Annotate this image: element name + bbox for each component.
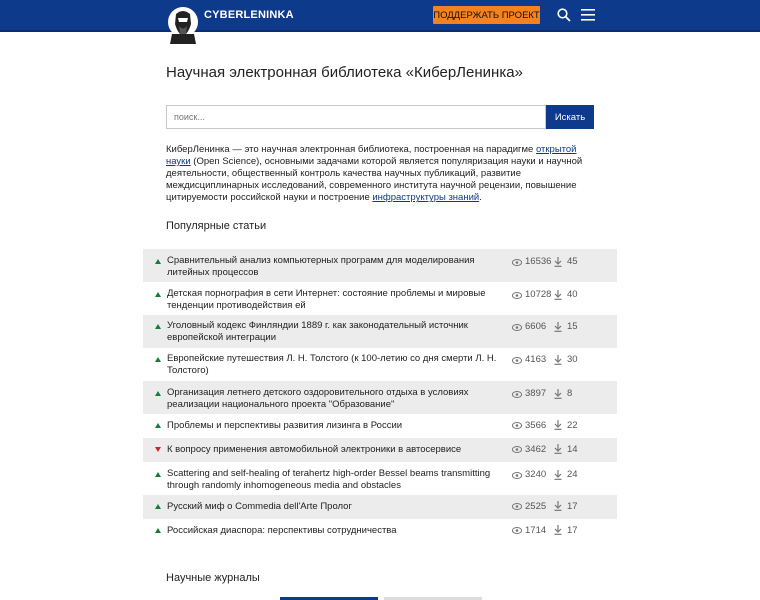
trend-up-icon [155, 292, 161, 297]
open-science-link[interactable]: открытой науки [166, 144, 577, 168]
download-icon [554, 322, 562, 332]
view-count: 1714 [525, 525, 547, 536]
article-title[interactable]: Сравнительный анализ компьютерных программ для моделирования литейных процессов [167, 255, 475, 278]
download-count: 15 [567, 321, 578, 332]
trend-up-icon [155, 504, 161, 509]
knowledge-infrastructure-link[interactable]: инфраструктуры знаний [372, 192, 480, 204]
trend-up-icon [155, 391, 161, 396]
trend-down-icon [155, 447, 161, 452]
trend-up-icon [155, 472, 161, 477]
hamburger-menu-icon[interactable] [581, 9, 595, 21]
article-title[interactable]: Европейские путешествия Л. Н. Толстого (к 100-летию со дня смерти Л. Н. Толстого) [167, 353, 497, 376]
top-navigation-bar [0, 0, 760, 32]
views-eye-icon [512, 446, 522, 453]
download-count: 8 [567, 388, 573, 399]
logo-text[interactable]: CYBERLENINKA [204, 9, 294, 21]
article-row[interactable] [143, 462, 617, 495]
article-row[interactable] [143, 348, 617, 381]
download-icon [554, 257, 562, 267]
search-input[interactable] [166, 105, 546, 129]
intro-text-1: КиберЛенинка — это научная электронная библиотека, построенная на парадигме [166, 144, 536, 155]
views-eye-icon [512, 422, 522, 429]
trend-up-icon [155, 259, 161, 264]
views-eye-icon [512, 391, 522, 398]
article-title[interactable]: К вопросу применения автомобильной электроники в автосервисе [167, 444, 462, 455]
view-count: 3462 [525, 444, 547, 455]
views-eye-icon [512, 357, 522, 364]
download-icon [554, 389, 562, 399]
intro-paragraph [166, 144, 596, 204]
article-row[interactable] [143, 414, 617, 438]
article-title[interactable]: Scattering and self-healing of terahertz high-order Bessel beams transmitting through randomly inhomogeneous media and obstacles [167, 468, 491, 491]
article-row[interactable] [143, 381, 617, 414]
article-row[interactable] [143, 282, 617, 315]
article-title[interactable]: Русский миф о Commedia dell'Arte Пролог [167, 501, 352, 512]
download-icon [554, 290, 562, 300]
trend-up-icon [155, 528, 161, 533]
trend-up-icon [155, 357, 161, 362]
page-title: Научная электронная библиотека «КиберЛенинка» [166, 64, 523, 81]
views-eye-icon [512, 292, 522, 299]
download-count: 24 [567, 469, 578, 480]
download-count: 30 [567, 354, 578, 365]
article-title[interactable]: Российская диаспора: перспективы сотрудничества [167, 525, 397, 536]
article-title[interactable]: Детская порнография в сети Интернет: состояние проблемы и мировые тенденции противодействия ей [167, 288, 486, 311]
views-eye-icon [512, 503, 522, 510]
view-count: 16536 [525, 256, 552, 267]
view-count: 3897 [525, 388, 547, 399]
views-eye-icon [512, 259, 522, 266]
views-eye-icon [512, 527, 522, 534]
download-icon [554, 501, 562, 511]
journals-heading: Научные журналы [166, 572, 260, 584]
intro-text-2: (Open Science), основными задачами которой является популяризация науки и научной деятельности, общественный контроль качества научных публикаций, развитие междисциплинарных исследований, современного института научной рецензии, повышение цитируемости российской науки и построение [166, 156, 583, 204]
view-count: 2525 [525, 501, 547, 512]
download-icon [554, 470, 562, 480]
view-count: 6606 [525, 321, 547, 332]
view-count: 10728 [525, 289, 552, 300]
article-title[interactable]: Уголовный кодекс Финляндии 1889 г. как законодательный источник европейской интеграции [167, 320, 468, 343]
view-count: 3240 [525, 469, 547, 480]
download-icon [554, 355, 562, 365]
download-count: 45 [567, 256, 578, 267]
download-count: 40 [567, 289, 578, 300]
views-eye-icon [512, 324, 522, 331]
download-icon [554, 525, 562, 535]
download-count: 22 [567, 420, 578, 431]
download-icon [554, 420, 562, 430]
article-row[interactable] [143, 315, 617, 348]
lenin-logo-icon[interactable] [166, 4, 200, 44]
article-title[interactable]: Организация летнего детского оздоровительного отдыха в условиях реализации национального проекта "Образование" [167, 387, 469, 410]
article-title[interactable]: Проблемы и перспективы развития лизинга в России [167, 420, 403, 431]
article-row[interactable] [143, 495, 617, 519]
download-count: 17 [567, 525, 578, 536]
support-project-button[interactable]: ПОДДЕРЖАТЬ ПРОЕКТ [433, 6, 540, 24]
download-icon [554, 444, 562, 454]
article-row[interactable] [143, 519, 617, 543]
download-count: 14 [567, 444, 578, 455]
search-button[interactable]: Искать [546, 105, 594, 129]
article-row[interactable] [143, 249, 617, 282]
views-eye-icon [512, 472, 522, 479]
intro-text-3: . [479, 192, 482, 204]
article-row[interactable] [143, 438, 617, 462]
download-count: 17 [567, 501, 578, 512]
trend-up-icon [155, 324, 161, 329]
trend-up-icon [155, 423, 161, 428]
view-count: 4163 [525, 354, 547, 365]
popular-articles-heading: Популярные статьи [166, 220, 267, 232]
view-count: 3566 [525, 420, 547, 431]
search-icon[interactable] [557, 8, 571, 22]
